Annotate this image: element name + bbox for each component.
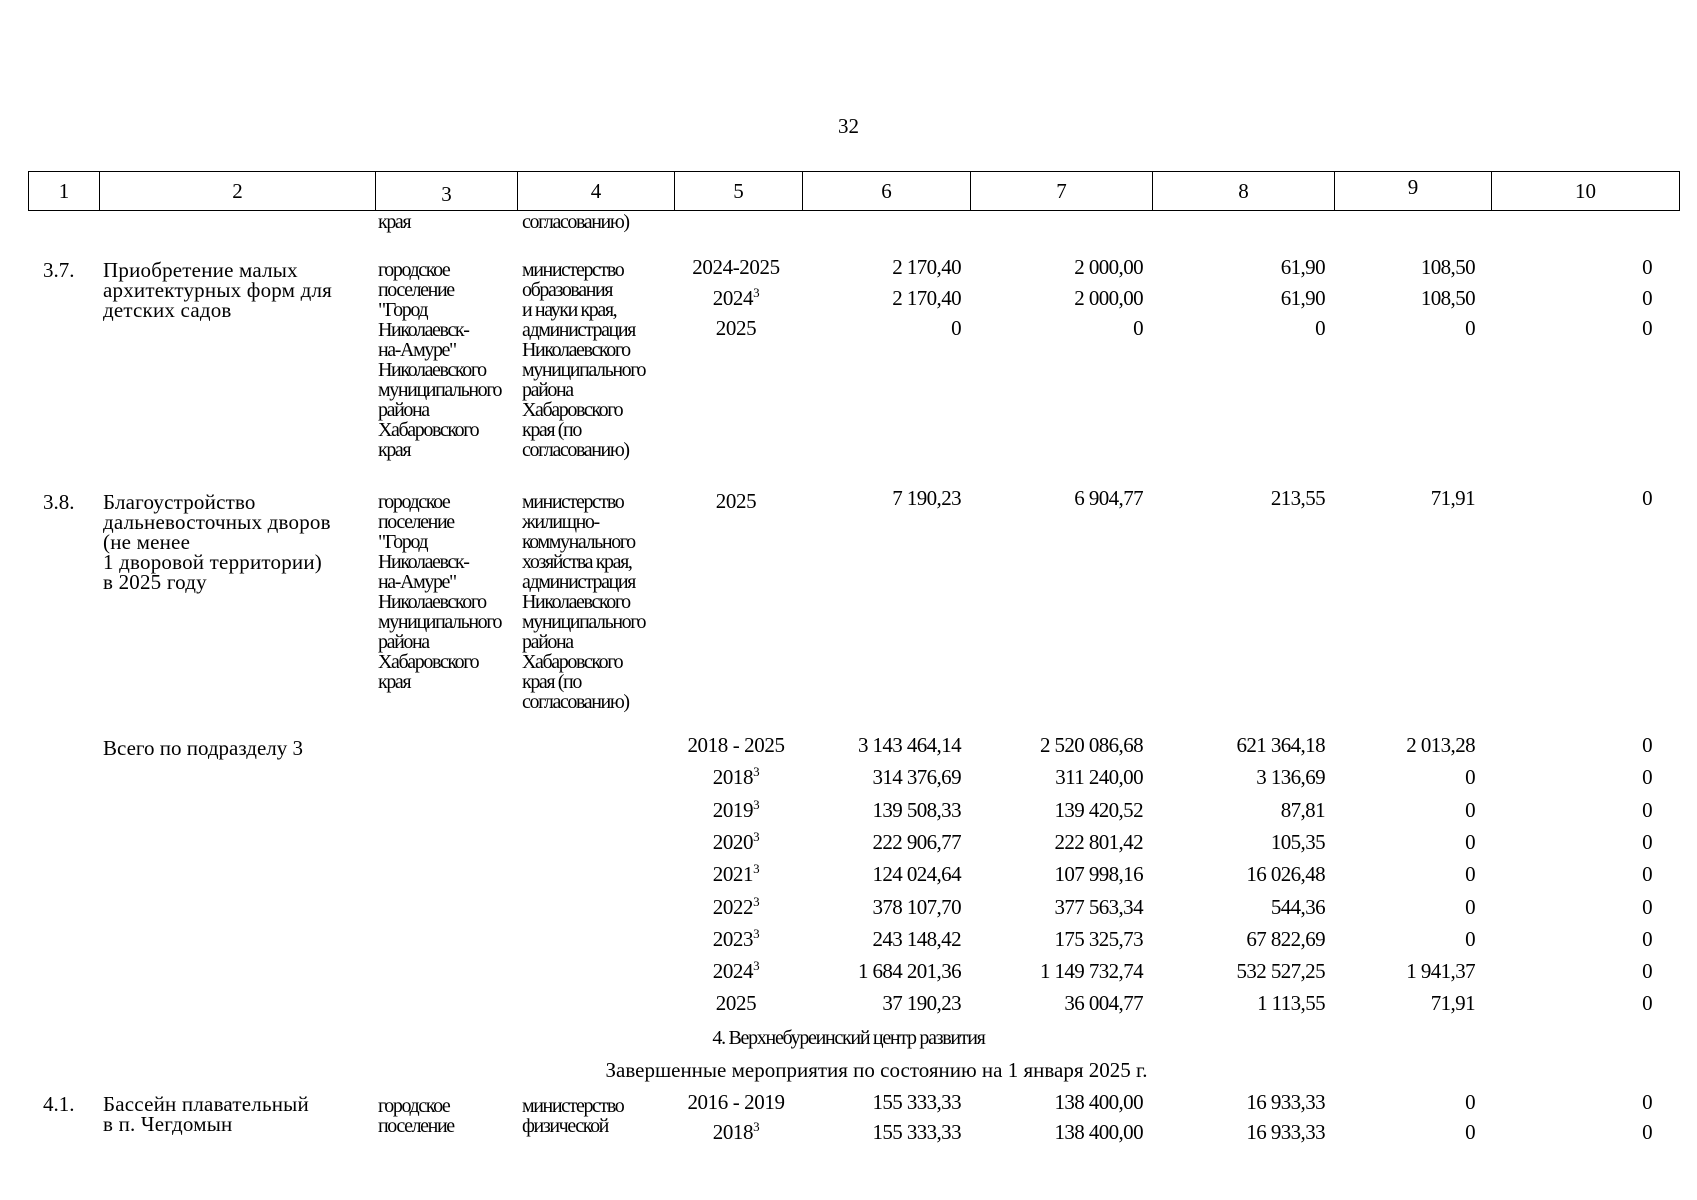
value-col6: 243 148,42 — [872, 927, 961, 951]
header-col-2: 2 — [99, 172, 375, 210]
header-col-4: 4 — [517, 172, 674, 210]
value-col7: 2 520 086,68 — [1039, 733, 1143, 757]
header-col-9: 9 — [1334, 172, 1491, 210]
year-cell: 2018$^3$ — [712, 1119, 760, 1144]
value-col8: 16 933,33 — [1246, 1090, 1325, 1114]
value-col10: 0 — [1642, 862, 1652, 886]
total-label: Всего по подразделу 3 — [103, 736, 304, 760]
item-name: Приобретение малых архитектурных форм для детских садов — [103, 258, 333, 322]
footnote-mark: 3 — [753, 861, 760, 876]
carryover-col4: согласованию) — [522, 211, 629, 233]
value-col8: 213,55 — [1270, 486, 1325, 510]
value-col7: 138 400,00 — [1054, 1090, 1143, 1114]
item-participant: городское поселение — [378, 1095, 454, 1137]
year-cell: 2025 — [715, 489, 757, 513]
value-col6: 378 107,70 — [872, 895, 961, 919]
value-col7: 0 — [1133, 316, 1143, 340]
year-cell: 2020$^3$ — [712, 829, 760, 854]
value-col7: 311 240,00 — [1055, 765, 1143, 789]
value-col7: 377 563,34 — [1054, 895, 1143, 919]
value-col9: 0 — [1465, 1120, 1475, 1144]
value-col6: 139 508,33 — [872, 798, 961, 822]
value-col6: 2 170,40 — [892, 286, 961, 310]
year-cell: 2023$^3$ — [712, 926, 760, 951]
value-col7: 139 420,52 — [1054, 798, 1143, 822]
footnote-mark: 3 — [753, 1119, 760, 1134]
value-col10: 0 — [1642, 286, 1652, 310]
value-col9: 0 — [1465, 895, 1475, 919]
value-col6: 3 143 464,14 — [857, 733, 961, 757]
year-cell: 2018$^3$ — [712, 764, 760, 789]
item-number: 3.7. — [43, 258, 75, 282]
value-col9: 108,50 — [1420, 286, 1475, 310]
value-col7: 36 004,77 — [1064, 991, 1143, 1015]
item-executor: министерство жилищно- коммунального хозяйства края, администрация Николаевского муниципального района Хабаровского края (по согласованию) — [522, 491, 646, 713]
value-col6: 7 190,23 — [892, 486, 961, 510]
item-name: Благоустройство дальневосточных дворов (не менее 1 дворовой территории) в 2025 году — [103, 490, 331, 594]
value-col7: 2 000,00 — [1074, 255, 1143, 279]
value-col8: 16 026,48 — [1246, 862, 1325, 886]
value-col9: 71,91 — [1430, 486, 1475, 510]
header-col-3: 3 — [375, 172, 517, 210]
value-col8: 61,90 — [1280, 286, 1325, 310]
item-number: 3.8. — [43, 490, 75, 514]
value-col8: 61,90 — [1280, 255, 1325, 279]
value-col7: 138 400,00 — [1054, 1120, 1143, 1144]
value-col8: 16 933,33 — [1246, 1120, 1325, 1144]
year-cell: 2018 - 2025 — [687, 733, 785, 757]
value-col8: 532 527,25 — [1236, 959, 1325, 983]
footnote-mark: 3 — [753, 285, 760, 300]
value-col7: 2 000,00 — [1074, 286, 1143, 310]
item-participant: городское поселение "Город Николаевск- на-Амуре" Николаевского муниципального района Хабаровского края — [378, 491, 502, 693]
value-col6: 155 333,33 — [872, 1090, 961, 1114]
header-col-6: 6 — [802, 172, 970, 210]
value-col6: 155 333,33 — [872, 1120, 961, 1144]
value-col8: 621 364,18 — [1236, 733, 1325, 757]
value-col10: 0 — [1642, 927, 1652, 951]
year-cell: 2024-2025 — [692, 255, 780, 279]
year-cell: 2025 — [715, 316, 757, 340]
item-executor: министерство образования и науки края, администрация Николаевского муниципального района Хабаровского края (по согласованию) — [522, 259, 646, 461]
header-col-10: 10 — [1491, 172, 1679, 210]
item-executor: министерство физической — [522, 1095, 624, 1137]
value-col8: 3 136,69 — [1256, 765, 1325, 789]
value-col6: 314 376,69 — [872, 765, 961, 789]
value-col10: 0 — [1642, 733, 1652, 757]
item-number: 4.1. — [43, 1092, 75, 1116]
value-col10: 0 — [1642, 1120, 1652, 1144]
value-col9: 71,91 — [1430, 991, 1475, 1015]
value-col9: 0 — [1465, 316, 1475, 340]
page-number: 32 — [838, 114, 859, 138]
value-col10: 0 — [1642, 486, 1652, 510]
header-col-7: 7 — [970, 172, 1152, 210]
item-participant: городское поселение "Город Николаевск- на-Амуре" Николаевского муниципального района Хабаровского края — [378, 259, 502, 461]
footnote-mark: 3 — [753, 926, 760, 941]
value-col7: 222 801,42 — [1054, 830, 1143, 854]
footnote-mark: 3 — [753, 829, 760, 844]
value-col10: 0 — [1642, 255, 1652, 279]
footnote-mark: 3 — [753, 894, 760, 909]
value-col10: 0 — [1642, 991, 1652, 1015]
value-col8: 105,35 — [1270, 830, 1325, 854]
value-col6: 0 — [951, 316, 961, 340]
value-col9: 0 — [1465, 798, 1475, 822]
item-name: Бассейн плавательный в п. Чегдомын — [103, 1092, 309, 1136]
value-col7: 6 904,77 — [1074, 486, 1143, 510]
section-title: 4. Верхнебуреинский центр развития — [712, 1027, 985, 1049]
value-col10: 0 — [1642, 895, 1652, 919]
year-cell: 2024$^3$ — [712, 285, 760, 310]
value-col6: 222 906,77 — [872, 830, 961, 854]
header-col-8: 8 — [1152, 172, 1334, 210]
header-col-5: 5 — [674, 172, 802, 210]
value-col9: 0 — [1465, 830, 1475, 854]
value-col9: 0 — [1465, 862, 1475, 886]
year-cell: 2022$^3$ — [712, 894, 760, 919]
footnote-mark: 3 — [753, 797, 760, 812]
value-col10: 0 — [1642, 316, 1652, 340]
value-col9: 0 — [1465, 765, 1475, 789]
value-col10: 0 — [1642, 1090, 1652, 1114]
year-cell: 2025 — [715, 991, 757, 1015]
value-col9: 1 941,37 — [1406, 959, 1475, 983]
value-col6: 37 190,23 — [882, 991, 961, 1015]
value-col10: 0 — [1642, 765, 1652, 789]
value-col10: 0 — [1642, 959, 1652, 983]
value-col9: 0 — [1465, 1090, 1475, 1114]
year-cell: 2021$^3$ — [712, 861, 760, 886]
header-col-1: 1 — [58, 179, 70, 203]
value-col8: 544,36 — [1270, 895, 1325, 919]
value-col8: 1 113,55 — [1257, 991, 1325, 1015]
value-col7: 1 149 732,74 — [1039, 959, 1143, 983]
value-col8: 0 — [1315, 316, 1325, 340]
footnote-mark: 3 — [753, 764, 760, 779]
footnote-mark: 3 — [753, 958, 760, 973]
value-col7: 107 998,16 — [1054, 862, 1143, 886]
value-col6: 124 024,64 — [872, 862, 961, 886]
table-header-row — [28, 171, 1680, 211]
carryover-col3: края — [378, 211, 411, 233]
value-col9: 2 013,28 — [1406, 733, 1475, 757]
value-col10: 0 — [1642, 830, 1652, 854]
value-col6: 1 684 201,36 — [857, 959, 961, 983]
value-col9: 108,50 — [1420, 255, 1475, 279]
value-col8: 87,81 — [1280, 798, 1325, 822]
year-cell: 2019$^3$ — [712, 797, 760, 822]
value-col6: 2 170,40 — [892, 255, 961, 279]
section-subtitle: Завершенные мероприятия по состоянию на 1 января 2025 г. — [605, 1058, 1148, 1082]
year-cell: 2024$^3$ — [712, 958, 760, 983]
value-col10: 0 — [1642, 798, 1652, 822]
value-col8: 67 822,69 — [1246, 927, 1325, 951]
year-cell: 2016 - 2019 — [687, 1090, 785, 1114]
value-col9: 0 — [1465, 927, 1475, 951]
value-col7: 175 325,73 — [1054, 927, 1143, 951]
